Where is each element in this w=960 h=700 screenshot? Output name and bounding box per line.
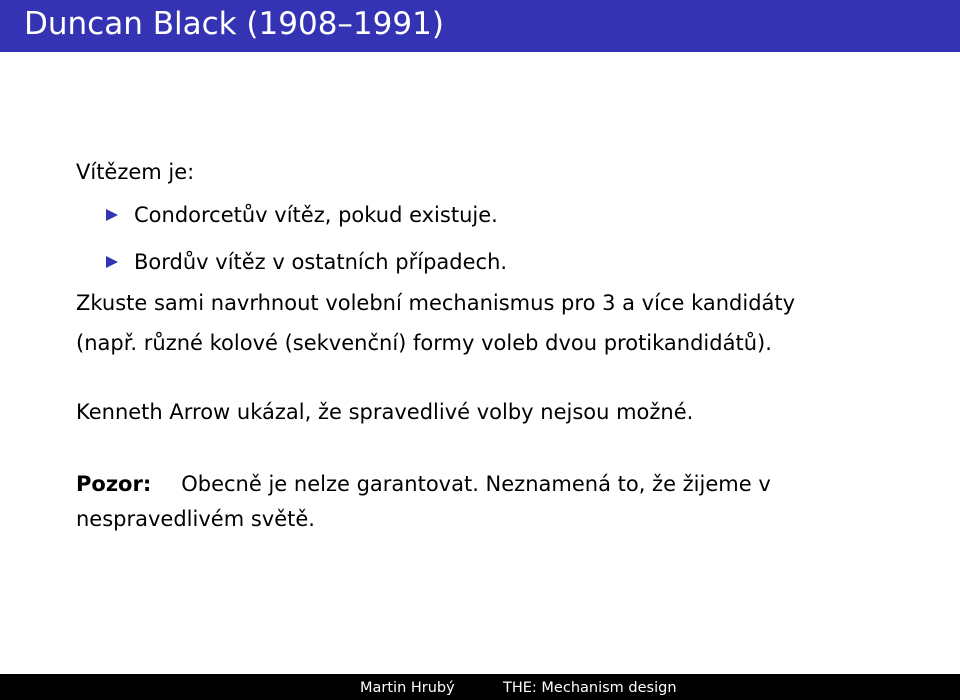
winner-intro: Vítězem je: [76, 160, 195, 184]
frame-title: Duncan Black (1908–1991) [24, 6, 444, 42]
paragraph-line: (např. různé kolové (sekvenční) formy voleb dvou protikandidátů). [76, 331, 772, 355]
list-item-text: Condorcetův vítěz, pokud existuje. [134, 203, 498, 227]
alert-text: Obecně je nelze garantovat. Neznamená to, že žijeme v [181, 472, 771, 496]
triangle-bullet-icon [106, 256, 118, 268]
footer-short-title: THE: Mechanism design [503, 680, 677, 696]
paragraph-line: Zkuste sami navrhnout volební mechanismus pro 3 a více kandidáty [76, 291, 796, 315]
alert-label: Pozor: [76, 472, 152, 496]
footer-bar [0, 674, 960, 700]
paragraph: Kenneth Arrow ukázal, že spravedlivé volby nejsou možné. [76, 400, 694, 424]
triangle-bullet-icon [106, 209, 118, 221]
list-item-text: Bordův vítěz v ostatních případech. [134, 250, 508, 274]
footer-author: Martin Hrubý [360, 680, 455, 696]
alert-paragraph-line [76, 470, 771, 498]
frame-title-bar [0, 0, 960, 52]
paragraph-line: nespravedlivém světě. [76, 507, 315, 531]
